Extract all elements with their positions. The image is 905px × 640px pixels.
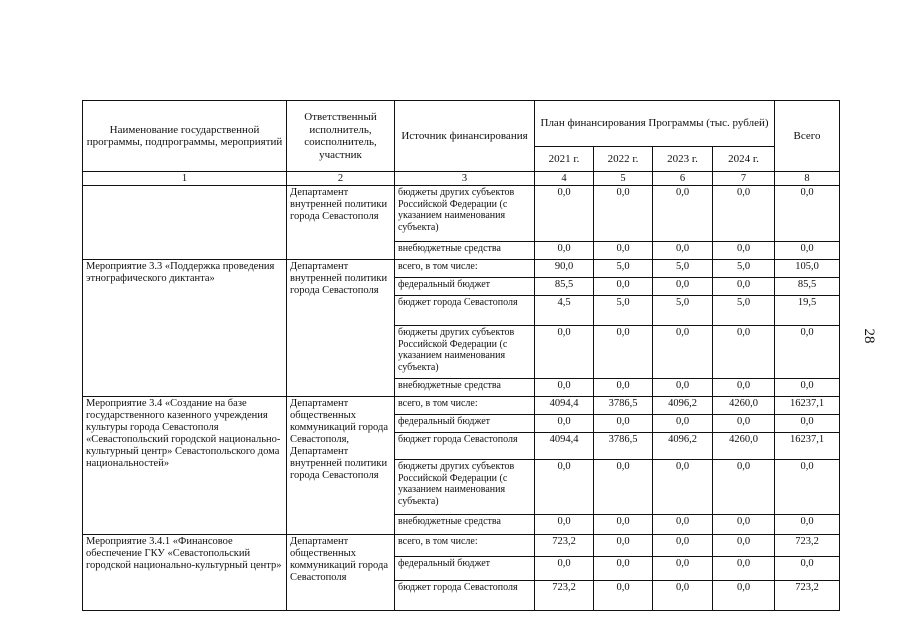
- value-cell: 0,0: [653, 557, 713, 581]
- source-cell: бюджеты других субъектов Российской Федерации (с указанием наименования субъекта): [395, 326, 535, 379]
- table-header: [83, 101, 840, 186]
- value-cell: 0,0: [594, 557, 653, 581]
- value-cell: 0,0: [594, 415, 653, 433]
- value-cell: 0,0: [713, 242, 775, 260]
- program-name-cell: Мероприятие 3.4 «Создание на базе государственного казенного учреждения культуры города Севастополя «Севастопольский городской национально-культурный центр» Севастопольского дома национальностей»: [83, 397, 287, 535]
- source-cell: федеральный бюджет: [395, 415, 535, 433]
- source-cell: внебюджетные средства: [395, 242, 535, 260]
- value-cell: 0,0: [653, 581, 713, 611]
- source-cell: всего, в том числе:: [395, 260, 535, 278]
- source-cell: внебюджетные средства: [395, 515, 535, 535]
- column-number: 5: [594, 172, 653, 186]
- value-cell: 4260,0: [713, 433, 775, 460]
- value-cell: 5,0: [653, 296, 713, 326]
- value-cell: 105,0: [775, 260, 840, 278]
- source-cell: бюджеты других субъектов Российской Федерации (с указанием наименования субъекта): [395, 186, 535, 242]
- value-cell: 0,0: [713, 186, 775, 242]
- value-cell: 0,0: [594, 326, 653, 379]
- program-name-cell: Мероприятие 3.4.1 «Финансовое обеспечение ГКУ «Севастопольский городской национально-культурный центр»: [83, 535, 287, 611]
- value-cell: 0,0: [653, 278, 713, 296]
- value-cell: 0,0: [775, 460, 840, 515]
- value-cell: 0,0: [653, 186, 713, 242]
- value-cell: 0,0: [775, 326, 840, 379]
- header-year: 2023 г.: [653, 147, 713, 172]
- executor-cell: Департамент внутренней политики города Севастополя: [287, 260, 395, 397]
- value-cell: 4094,4: [535, 433, 594, 460]
- page-number: 28: [861, 328, 877, 344]
- value-cell: 4094,4: [535, 397, 594, 415]
- value-cell: 85,5: [775, 278, 840, 296]
- value-cell: 0,0: [713, 535, 775, 557]
- value-cell: 4,5: [535, 296, 594, 326]
- value-cell: 0,0: [535, 326, 594, 379]
- value-cell: 85,5: [535, 278, 594, 296]
- executor-cell: Департамент общественных коммуникаций города Севастополя, Департамент внутренней политики города Севастополя: [287, 397, 395, 535]
- header-total: Всего: [775, 101, 840, 172]
- value-cell: 0,0: [713, 460, 775, 515]
- value-cell: 0,0: [713, 581, 775, 611]
- source-cell: бюджеты других субъектов Российской Федерации (с указанием наименования субъекта): [395, 460, 535, 515]
- column-number: 8: [775, 172, 840, 186]
- column-number: 2: [287, 172, 395, 186]
- table-row: [83, 535, 840, 557]
- column-numbers-row: [83, 172, 840, 186]
- value-cell: 0,0: [535, 379, 594, 397]
- value-cell: 723,2: [775, 581, 840, 611]
- value-cell: 4260,0: [713, 397, 775, 415]
- value-cell: 5,0: [594, 296, 653, 326]
- value-cell: 0,0: [713, 515, 775, 535]
- value-cell: 0,0: [713, 379, 775, 397]
- value-cell: 0,0: [653, 379, 713, 397]
- source-cell: всего, в том числе:: [395, 397, 535, 415]
- value-cell: 723,2: [535, 581, 594, 611]
- value-cell: 0,0: [594, 379, 653, 397]
- value-cell: 0,0: [535, 242, 594, 260]
- header-year: 2021 г.: [535, 147, 594, 172]
- value-cell: 0,0: [594, 581, 653, 611]
- program-name-cell: [83, 186, 287, 260]
- value-cell: 0,0: [775, 186, 840, 242]
- header-year: 2022 г.: [594, 147, 653, 172]
- source-cell: внебюджетные средства: [395, 379, 535, 397]
- header-financing-plan: План финансирования Программы (тыс. рублей): [535, 101, 775, 147]
- value-cell: 0,0: [653, 535, 713, 557]
- value-cell: 90,0: [535, 260, 594, 278]
- value-cell: 0,0: [775, 379, 840, 397]
- value-cell: 0,0: [775, 557, 840, 581]
- value-cell: 0,0: [775, 415, 840, 433]
- value-cell: 5,0: [713, 260, 775, 278]
- value-cell: 19,5: [775, 296, 840, 326]
- value-cell: 3786,5: [594, 433, 653, 460]
- value-cell: 5,0: [653, 260, 713, 278]
- column-number: 3: [395, 172, 535, 186]
- source-cell: бюджет города Севастополя: [395, 433, 535, 460]
- header-source: Источник финансирования: [395, 101, 535, 172]
- value-cell: 0,0: [775, 242, 840, 260]
- value-cell: 0,0: [535, 515, 594, 535]
- value-cell: 0,0: [653, 326, 713, 379]
- source-cell: бюджет города Севастополя: [395, 581, 535, 611]
- source-cell: бюджет города Севастополя: [395, 296, 535, 326]
- column-number: 4: [535, 172, 594, 186]
- program-name-cell: Мероприятие 3.3 «Поддержка проведения этнографического диктанта»: [83, 260, 287, 397]
- value-cell: 3786,5: [594, 397, 653, 415]
- source-cell: всего, в том числе:: [395, 535, 535, 557]
- header-executor: Ответственный исполнитель, соисполнитель, участник: [287, 101, 395, 172]
- value-cell: 0,0: [775, 515, 840, 535]
- value-cell: 0,0: [535, 557, 594, 581]
- source-cell: федеральный бюджет: [395, 557, 535, 581]
- value-cell: 0,0: [594, 186, 653, 242]
- value-cell: 0,0: [653, 515, 713, 535]
- column-number: 7: [713, 172, 775, 186]
- value-cell: 0,0: [594, 535, 653, 557]
- header-year: 2024 г.: [713, 147, 775, 172]
- source-cell: федеральный бюджет: [395, 278, 535, 296]
- value-cell: 16237,1: [775, 433, 840, 460]
- value-cell: 16237,1: [775, 397, 840, 415]
- value-cell: 0,0: [535, 460, 594, 515]
- value-cell: 5,0: [594, 260, 653, 278]
- table-row: [83, 397, 840, 415]
- executor-cell: Департамент общественных коммуникаций города Севастополя: [287, 535, 395, 611]
- header-program-name: Наименование государственной программы, подпрограммы, мероприятий: [83, 101, 287, 172]
- column-number: 6: [653, 172, 713, 186]
- value-cell: 4096,2: [653, 397, 713, 415]
- value-cell: 0,0: [653, 415, 713, 433]
- value-cell: 4096,2: [653, 433, 713, 460]
- value-cell: 0,0: [594, 515, 653, 535]
- value-cell: 0,0: [713, 278, 775, 296]
- value-cell: 0,0: [653, 242, 713, 260]
- table-row: [83, 260, 840, 278]
- value-cell: 0,0: [594, 242, 653, 260]
- value-cell: 723,2: [775, 535, 840, 557]
- table-row: [83, 186, 840, 242]
- value-cell: 723,2: [535, 535, 594, 557]
- value-cell: 0,0: [535, 415, 594, 433]
- value-cell: 0,0: [713, 557, 775, 581]
- value-cell: 0,0: [535, 186, 594, 242]
- value-cell: 5,0: [713, 296, 775, 326]
- value-cell: 0,0: [594, 460, 653, 515]
- value-cell: 0,0: [653, 460, 713, 515]
- value-cell: 0,0: [594, 278, 653, 296]
- executor-cell: Департамент внутренней политики города Севастополя: [287, 186, 395, 260]
- value-cell: 0,0: [713, 326, 775, 379]
- value-cell: 0,0: [713, 415, 775, 433]
- financing-table: [82, 100, 840, 611]
- column-number: 1: [83, 172, 287, 186]
